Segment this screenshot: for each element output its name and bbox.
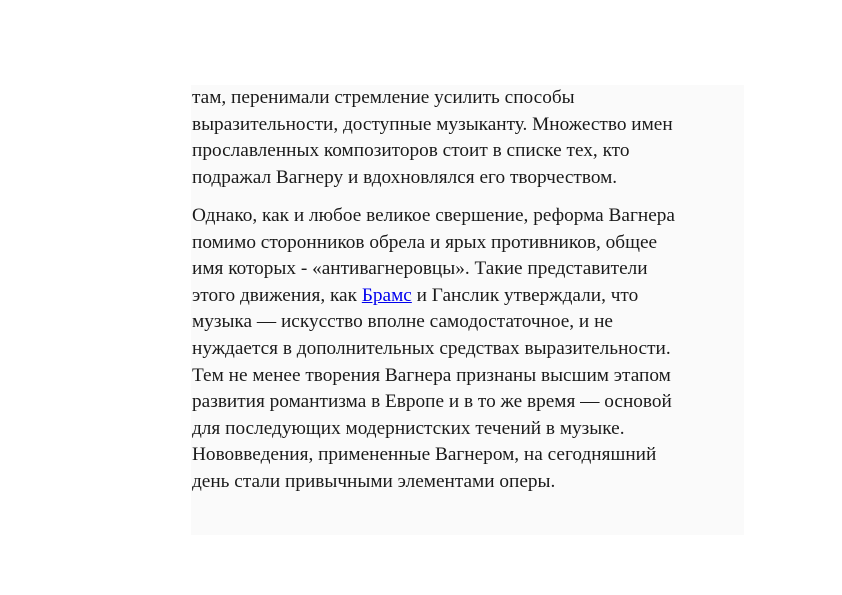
paragraph-2 — [191, 203, 745, 496]
paragraph-2-text-after-link: и Ганслик утверждали, что музыка — искусство вполне самодостаточное, и не нуждается в дополнительных средствах выразительности. Тем не менее творения Вагнера признаны высшим этапом развития романтизма в Европе и в то же время — основой для последующих модернистских течений в музыке. Нововведения, примененные Вагнером, на сегодняшний день стали привычными элементами оперы. — [192, 284, 672, 492]
paragraph-1: там, перенимали стремление усилить способы выразительности, доступные музыканту. Множество имен прославленных композиторов стоит в списке тех, кто подражал Вагнеру и вдохновлялся его творчеством. — [192, 87, 673, 188]
paragraph-2-text-before-link: Однако, как и любое великое свершение, реформа Вагнера помимо сторонников обрела и ярых противников, общее имя которых - «антивагнеровцы». Такие представители этого движения, как — [192, 205, 675, 306]
text-content-block — [191, 85, 744, 535]
brahms-link[interactable]: Брамс — [361, 284, 412, 306]
